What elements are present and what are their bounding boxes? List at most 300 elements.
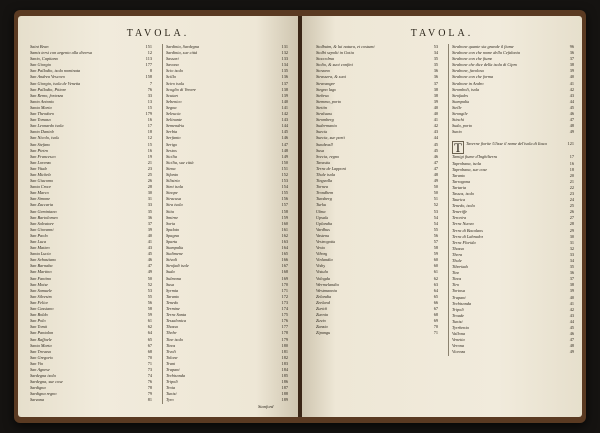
- index-entry-page: 133: [281, 56, 288, 62]
- index-entry-page: 53: [433, 44, 438, 49]
- index-entry-page: 60: [433, 263, 438, 269]
- index-entry-text: Troia: [166, 385, 176, 391]
- index-entry-text: Sassari: [166, 56, 179, 62]
- index-entry-text: Terra di Labrador: [452, 233, 484, 239]
- index-entry-page: 40: [147, 232, 152, 238]
- index-entry-page: 56: [433, 232, 438, 238]
- index-entry-text: Stivali: [166, 257, 177, 263]
- index-entry-text: Taprobana, isola: [452, 160, 482, 166]
- index-entry-text: Termine: [166, 306, 180, 312]
- index-entry-text: Troade: [452, 312, 465, 318]
- index-entry-page: 96: [569, 44, 574, 49]
- index-entry-text: Strassera, & suoi: [316, 74, 346, 80]
- left-catchword: Stanford: [258, 404, 274, 409]
- index-entry-page: 61: [433, 269, 438, 275]
- index-entry-text: Thasso: [166, 324, 179, 330]
- index-entry-page: 31: [147, 196, 152, 202]
- index-entry-text: San Boldo: [30, 312, 48, 318]
- index-entry-text: Savona: [166, 62, 179, 68]
- index-entry-text: Verona: [452, 343, 465, 349]
- index-entry-text: Tolone: [166, 354, 178, 360]
- left-page-title: TAVOLA.: [126, 28, 190, 39]
- index-entry-text: San Bartolomeo: [30, 214, 58, 220]
- index-entry-text: San Moise: [30, 281, 49, 287]
- index-entry-page: 43: [147, 245, 152, 251]
- index-entry-page: 174: [281, 306, 288, 312]
- index-entry-text: San Polo: [30, 318, 46, 324]
- index-entry-text: Taranto: [166, 293, 180, 299]
- index-entry-text: Vologda: [316, 275, 331, 281]
- index-entry-text: Tyro: [166, 397, 174, 403]
- index-entry-text: Westmannia: [316, 287, 337, 293]
- index-entry-page: 176: [281, 318, 288, 324]
- index-entry-page: 27: [569, 215, 574, 221]
- index-entry-text: Tiro: [452, 282, 460, 288]
- index-entry-text: San Marco: [30, 190, 49, 196]
- index-entry-text: Vallona: [452, 331, 466, 337]
- index-entry-page: 25: [569, 203, 574, 209]
- index-entry-text: Stravanger: [316, 80, 336, 86]
- index-entry-text: San Giorgio, isola de Venetia: [30, 80, 81, 86]
- index-entry-text: Stelle: [452, 104, 462, 110]
- index-entry-text: Tripoli: [452, 306, 464, 312]
- index-entry-text: Sicilia, sue città: [166, 159, 194, 165]
- index-entry-page: 159: [281, 214, 288, 220]
- index-entry-text: Santo Antonio: [30, 98, 55, 104]
- index-entry-text: Upsala: [316, 214, 329, 220]
- index-entry: [452, 129, 574, 135]
- index-entry-page: 78: [147, 385, 152, 391]
- index-entry-text: Santa Croce: [30, 184, 52, 190]
- index-entry-page: 57: [433, 239, 438, 244]
- index-entry-text: San Michele: [30, 171, 52, 177]
- index-entry-text: Terra di Bacalaos: [452, 227, 483, 233]
- index-entry-page: 151: [281, 165, 288, 171]
- index-entry-page: 26: [569, 209, 574, 215]
- index-entry-page: 35: [433, 62, 438, 68]
- index-entry-page: 24: [569, 197, 574, 203]
- index-entry-page: 28: [569, 221, 574, 227]
- index-entry-text: San Tomà: [30, 324, 47, 330]
- index-entry-text: Trebisonda: [452, 300, 472, 306]
- index-entry-text: Strabone, favoloso: [452, 68, 485, 74]
- index-entry-text: San Pantalon: [30, 330, 54, 336]
- index-entry-text: Sudermania: [316, 123, 337, 129]
- index-entry-page: 46: [147, 257, 152, 263]
- index-entry-page: 161: [281, 226, 288, 232]
- index-entry-text: Stemma, porto: [316, 98, 342, 104]
- index-entry-text: Sulmona: [166, 275, 182, 281]
- index-entry-text: Suda, porto: [452, 123, 473, 129]
- index-entry-page: 16: [147, 117, 152, 123]
- index-entry-text: Sciro isola: [166, 80, 185, 86]
- index-entry-page: 137: [281, 80, 288, 86]
- index-entry-page: 36: [569, 50, 574, 56]
- index-entry-page: 43: [569, 92, 574, 98]
- index-entry-text: Serigo: [166, 141, 178, 147]
- index-entry-text: Strabone con che forma: [452, 74, 494, 80]
- index-entry-page: 32: [569, 245, 574, 251]
- index-entry-page: 41: [569, 300, 574, 306]
- index-entry-page: 38: [569, 62, 574, 68]
- index-entry-text: San Vitale: [30, 165, 48, 171]
- index-entry-text: San Matteo: [30, 245, 50, 251]
- index-entry-text: San Pietro: [30, 147, 49, 153]
- index-entry-text: San Theodoro: [30, 111, 55, 117]
- index-entry-text: Terra Florida: [452, 239, 476, 245]
- index-entry-page: 70: [433, 324, 438, 330]
- index-entry-text: Tessalonica: [166, 318, 187, 324]
- index-entry-page: 42: [569, 86, 574, 92]
- index-entry-page: 142: [281, 111, 288, 117]
- index-entry: [30, 397, 152, 403]
- index-entry-page: 151: [145, 44, 152, 49]
- index-entry-text: Thule isola: [316, 171, 336, 177]
- index-entry-text: Stettin: [316, 104, 327, 110]
- index-entry-page: 171: [281, 287, 288, 293]
- index-entry-page: 141: [281, 104, 288, 110]
- index-entry-page: 36: [433, 68, 438, 74]
- index-entry: [316, 330, 438, 336]
- index-entry-text: San Palladio, Pittore: [30, 86, 67, 92]
- index-entry-page: 49: [569, 129, 574, 135]
- index-entry-page: 74: [147, 373, 152, 379]
- index-entry-page: 166: [281, 257, 288, 263]
- index-entry-text: Stromboli, isola: [452, 86, 480, 92]
- index-entry-text: San Simone: [30, 196, 51, 202]
- index-entry-page: 183: [281, 360, 288, 366]
- index-entry-text: Sifanto: [166, 171, 179, 177]
- index-entry-page: 47: [433, 159, 438, 165]
- index-entry-text: San Leonardo isola: [30, 123, 64, 129]
- index-entry-page: 179: [281, 336, 288, 342]
- index-entry-page: 42: [433, 123, 438, 129]
- index-entry-text: Samis tersi con argento alla diversa: [30, 50, 93, 56]
- index-entry-page: 26: [147, 178, 152, 184]
- index-entry-text: San Raffaele: [30, 336, 52, 342]
- index-entry-text: Strofades: [452, 92, 469, 98]
- index-entry-page: 25: [147, 171, 152, 177]
- index-entry-text: Uplandia: [316, 220, 333, 226]
- index-entry-page: 175: [281, 312, 288, 318]
- index-entry-text: Zipangu: [316, 330, 331, 336]
- index-entry-page: 46: [433, 153, 438, 159]
- index-entry-text: Sardinia, sue città: [166, 50, 198, 56]
- index-entry-page: 16: [569, 160, 574, 166]
- index-entry-page: 178: [281, 330, 288, 336]
- index-entry-text: Tine isola: [166, 336, 183, 342]
- index-entry-text: Strabone con che fiume: [452, 56, 493, 62]
- index-entry-text: Viborg: [316, 251, 328, 257]
- index-entry-page: 81: [147, 397, 152, 403]
- index-entry-page: 160: [281, 220, 288, 226]
- index-entry-page: 44: [433, 135, 438, 141]
- index-entry-page: 47: [433, 165, 438, 171]
- index-entry-text: Thebe: [166, 330, 177, 336]
- index-entry-text: Sestos: [166, 147, 177, 153]
- index-entry-page: 21: [569, 178, 574, 184]
- index-entry-text: Suecia: [316, 129, 328, 135]
- index-entry-page: 35: [147, 208, 152, 214]
- index-entry-text: Taprobana, sue cose: [452, 166, 488, 172]
- index-entry-text: Sundsvall: [316, 141, 333, 147]
- index-entry-page: 139: [281, 92, 288, 98]
- index-entry-text: Stolbi sepolti in Gotia: [316, 50, 354, 56]
- index-entry-text: San Tomaso: [30, 117, 51, 123]
- index-entry-page: 56: [147, 299, 152, 305]
- index-entry-page: 69: [433, 318, 438, 324]
- index-entry-text: Smirne: [166, 214, 179, 220]
- index-entry-page: 45: [569, 325, 574, 331]
- index-entry-page: 47: [147, 263, 152, 269]
- index-entry-page: 45: [569, 104, 574, 110]
- index-entry-text: Vinlandia: [316, 257, 333, 263]
- dropcap-letter: T: [454, 140, 462, 156]
- book-cover: [14, 10, 586, 423]
- index-entry-page: 39: [433, 98, 438, 104]
- index-entry-text: Terceira: [452, 215, 467, 221]
- index-entry-page: 177: [145, 62, 152, 68]
- right-index-column-2: [448, 44, 574, 356]
- index-entry-page: 145: [281, 129, 288, 135]
- index-entry-text: Ulma: [316, 208, 326, 214]
- index-entry-text: Tassos, isola: [452, 190, 474, 196]
- index-entry-text: Zurich: [316, 306, 328, 312]
- index-entry-page: 152: [281, 171, 288, 177]
- index-entry-text: Santa Marta: [30, 342, 52, 348]
- index-entry-page: 52: [433, 202, 438, 208]
- index-entry-text: San Silvestro: [30, 293, 53, 299]
- index-entry-text: Stromberg: [316, 117, 334, 123]
- index-entry-text: Vistula: [316, 269, 328, 275]
- index-entry-page: 60: [433, 257, 438, 263]
- index-entry-page: 136: [281, 74, 288, 80]
- index-entry-page: 147: [281, 141, 288, 147]
- index-entry-text: San Giovanni: [30, 226, 54, 232]
- index-entry-page: 19: [147, 153, 152, 159]
- index-entry-page: 18: [147, 129, 152, 135]
- index-entry-page: 42: [569, 306, 574, 312]
- index-entry-page: 68: [147, 348, 152, 354]
- index-entry-page: 164: [281, 245, 288, 251]
- index-entry-text: San Cassiano: [30, 306, 54, 312]
- index-entry-page: 134: [281, 62, 288, 68]
- index-entry-text: Segna: [166, 104, 177, 110]
- index-entry-page: 34: [433, 50, 438, 56]
- index-entry-page: 31: [569, 239, 574, 245]
- index-entry-text: Stegno lago: [316, 86, 337, 92]
- index-entry-page: 41: [147, 239, 152, 244]
- index-entry-text: Strofadi isole: [166, 263, 189, 269]
- index-entry-page: 49: [147, 269, 152, 275]
- index-entry-text: Sinope: [166, 190, 178, 196]
- index-entry-page: 184: [281, 366, 288, 372]
- index-entry-text: San Giacomo: [30, 178, 54, 184]
- index-entry-page: 165: [281, 251, 288, 257]
- index-entry-page: 12: [147, 135, 152, 141]
- index-entry-page: 40: [569, 294, 574, 300]
- index-entry-page: 155: [281, 190, 288, 196]
- index-entry-page: 79: [147, 391, 152, 397]
- index-entry-page: 33: [569, 251, 574, 257]
- index-entry-text: Stampalia: [166, 245, 184, 251]
- index-entry-page: 154: [281, 184, 288, 190]
- index-entry-page: 189: [281, 397, 288, 403]
- index-entry-text: Strongile: [452, 111, 468, 117]
- index-entry-text: Turku: [316, 202, 327, 208]
- index-entry-page: 188: [281, 391, 288, 397]
- index-entry-text: Strabone che dice della isola di Cipro: [452, 62, 518, 68]
- index-entry-page: 48: [569, 123, 574, 129]
- index-entry-page: 58: [147, 306, 152, 312]
- index-entry-text: Scio isola: [166, 68, 183, 74]
- index-entry-page: 64: [433, 287, 438, 293]
- index-entry-text: Trapani: [166, 366, 180, 372]
- index-entry-page: 58: [433, 245, 438, 251]
- index-entry-text: Scilla: [166, 74, 176, 80]
- index-entry-text: Wermelandia: [316, 281, 339, 287]
- right-index-column-2-bottom: [452, 154, 574, 355]
- index-entry-page: 187: [281, 385, 288, 391]
- section-heading: [452, 141, 574, 154]
- index-entry-text: Sardegna, sue cose: [30, 379, 63, 385]
- index-entry-text: Sitia: [166, 208, 174, 214]
- index-entry-text: Teneriffe: [452, 209, 468, 215]
- index-entry-text: San Remo, fortezza: [30, 92, 64, 98]
- right-page: [302, 16, 582, 417]
- index-entry-page: 48: [569, 343, 574, 349]
- index-entry-page: 54: [433, 220, 438, 226]
- index-entry-page: 37: [433, 80, 438, 86]
- index-entry-page: 50: [147, 275, 152, 281]
- index-entry-page: 62: [433, 275, 438, 281]
- index-entry-text: San Martino: [30, 269, 52, 275]
- index-entry-text: Santo Daniele: [30, 129, 55, 135]
- index-entry-page: 53: [147, 287, 152, 293]
- index-entry-text: Venetia: [452, 337, 465, 343]
- index-entry-text: Thera: [452, 251, 463, 257]
- index-entry-text: Tinos: [166, 342, 176, 348]
- index-entry-page: 40: [433, 111, 438, 117]
- index-entry-page: 50: [433, 184, 438, 190]
- index-entry-page: 158: [145, 74, 152, 80]
- index-entry-page: 50: [433, 190, 438, 196]
- index-entry-text: Saint Bran: [30, 44, 49, 49]
- index-entry-page: 146: [281, 135, 288, 141]
- index-entry-page: 59: [433, 251, 438, 257]
- index-entry-text: Strabone con che nome della Cefalonia: [452, 50, 520, 56]
- index-entry-page: 52: [147, 281, 152, 287]
- index-entry-page: 172: [281, 293, 288, 299]
- index-entry-text: Sardegna isola: [30, 373, 56, 379]
- index-entry-page: 37: [569, 276, 574, 282]
- index-entry-page: 54: [433, 214, 438, 220]
- index-entry-text: San Nicolo, isola: [30, 135, 60, 141]
- index-entry-page: 168: [281, 269, 288, 275]
- index-entry-page: 36: [433, 74, 438, 80]
- index-entry-page: 46: [569, 111, 574, 117]
- index-entry-page: 45: [147, 251, 152, 257]
- index-entry-page: 63: [433, 281, 438, 287]
- index-entry-text: Taurica: [452, 197, 466, 203]
- index-entry-text: San Francesco: [30, 153, 56, 159]
- index-entry-text: Sardigna regno: [30, 391, 57, 397]
- index-entry-text: Thasso: [452, 245, 465, 251]
- index-entry-text: San Barnaba: [30, 263, 53, 269]
- index-entry-page: 46: [569, 331, 574, 337]
- index-entry-text: San Sebastiano: [30, 257, 57, 263]
- index-entry-text: Zelandia: [316, 293, 332, 299]
- index-entry-text: Spagna: [166, 232, 179, 238]
- index-entry-page: 138: [281, 86, 288, 92]
- index-entry-page: 157: [281, 202, 288, 208]
- left-index-column-2: [162, 44, 288, 404]
- index-entry-text: Tamigi fiume d'Inghilterra: [452, 154, 498, 160]
- index-entry-text: Tornea: [316, 184, 329, 190]
- index-entry-page: 65: [147, 336, 152, 342]
- index-entry-page: 113: [145, 56, 152, 62]
- index-entry-text: Thule: [452, 258, 462, 263]
- index-entry-text: Sebenico: [166, 98, 182, 104]
- index-entry-text: San Samuele: [30, 287, 53, 293]
- section-heading-text: Taverne fiorite Ulisse il nome del'isola di Itaca: [465, 141, 547, 147]
- index-entry-page: 34: [569, 258, 574, 263]
- index-entry-text: Terra Nuova: [452, 221, 474, 227]
- index-entry-text: San Andrea Vescovo: [30, 74, 65, 80]
- index-entry-text: Tunisi: [452, 318, 463, 324]
- index-entry-text: Tyrrhenia: [452, 325, 469, 331]
- index-entry-page: 132: [281, 50, 288, 56]
- index-entry-text: Tartaria: [452, 184, 467, 190]
- index-entry-text: Trondhem: [316, 190, 334, 196]
- index-entry-text: San Palladio, isola nominata: [30, 68, 81, 74]
- index-entry-page: 49: [569, 349, 574, 355]
- index-entry-text: Stovano: [316, 68, 330, 74]
- index-entry-text: Sira isola: [166, 202, 183, 208]
- index-entry-text: Siena: [166, 165, 176, 171]
- index-entry-page: 41: [569, 80, 574, 86]
- index-entry-text: Sarzana: [30, 397, 45, 403]
- index-entry-page: 45: [433, 147, 438, 153]
- index-entry-page: 55: [147, 293, 152, 299]
- index-entry-page: 135: [281, 68, 288, 74]
- index-entry-page: 30: [569, 233, 574, 239]
- index-entry-page: 76: [147, 379, 152, 385]
- index-entry-page: 180: [281, 342, 288, 348]
- index-entry-text: Tunisi: [166, 391, 177, 397]
- index-entry-text: Trebisonda: [166, 373, 186, 379]
- index-entry-text: Santa Maria: [30, 104, 52, 110]
- index-entry-text: San Geminiano: [30, 208, 57, 214]
- right-index-column-2-top: [452, 44, 574, 135]
- index-entry-page: 38: [569, 282, 574, 288]
- index-entry-text: Simi isola: [166, 184, 184, 190]
- index-entry-page: 61: [147, 318, 152, 324]
- index-entry-page: 71: [433, 330, 438, 336]
- index-entry-text: Sicilia: [166, 153, 177, 159]
- index-entry-text: Suecia, sue parti: [316, 135, 345, 141]
- index-entry-page: 17: [147, 123, 152, 129]
- index-entry-page: 51: [433, 196, 438, 202]
- index-entry-text: Tingvalla: [316, 178, 333, 184]
- index-entry-text: Tenedo: [166, 299, 179, 305]
- index-entry-page: 15: [147, 141, 152, 147]
- index-entry-page: 49: [433, 178, 438, 184]
- index-entry-text: San Luca: [30, 239, 47, 244]
- index-entry-text: San Agnese: [30, 366, 50, 372]
- index-entry-text: Zanzia: [316, 324, 328, 330]
- index-entry-text: Susa: [166, 281, 175, 287]
